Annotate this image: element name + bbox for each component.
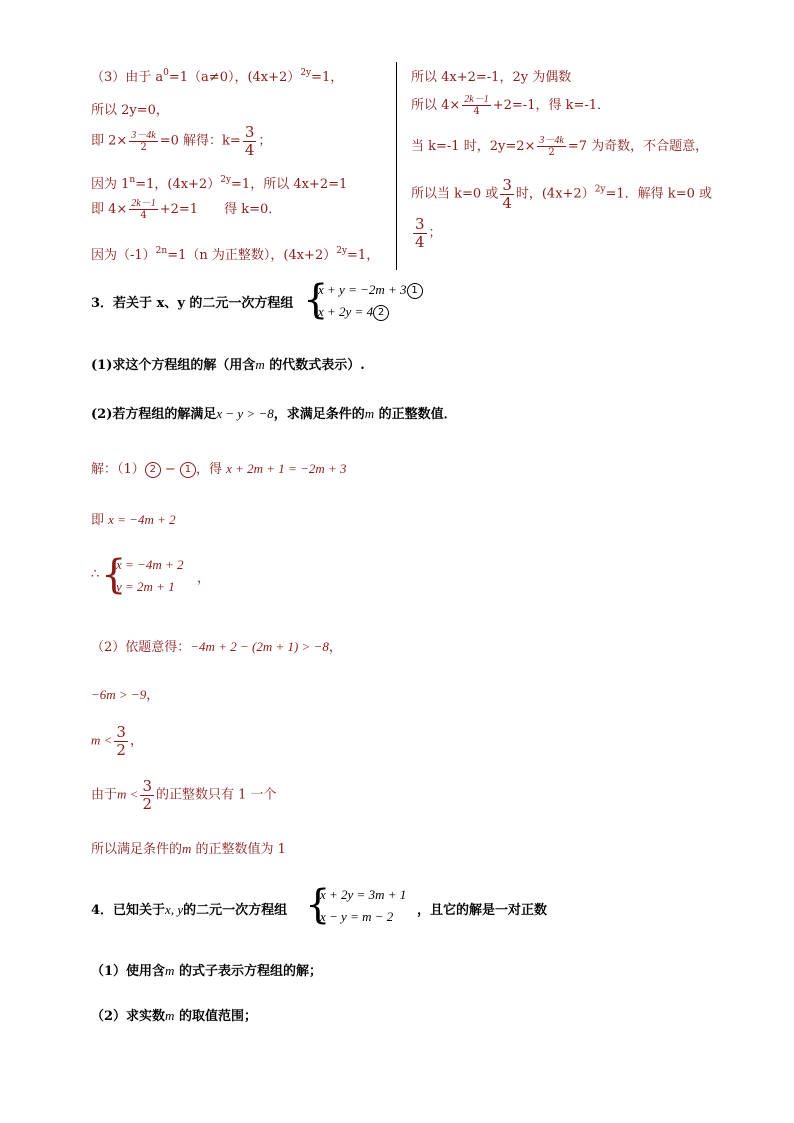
variables: x, y [165,902,184,917]
text: （2）依题意得： [91,640,191,655]
fraction: $\frac{3}{4}$ [415,215,425,251]
left-line-4 [91,173,347,192]
text: ，得 [195,462,227,477]
text: 解：（1） [91,462,145,477]
superscript: 2y [300,68,312,78]
text: 时，(4x+2） [515,186,595,202]
text: =1， [311,70,344,85]
equation: x + 2m + 1 = −2m + 3 [226,461,347,476]
left-line-5 [91,198,281,221]
variable: m [255,357,265,372]
right-line-1 [411,66,571,85]
text: 4．已知关于 [91,903,166,918]
text: =0 解得：k= [159,133,241,149]
text: 即 [91,513,109,528]
text: 的取值范围； [174,1009,257,1024]
variable: m [165,963,175,978]
equation-2: x + 2y = 4 2 [318,301,423,323]
text: （1）使用含 [91,964,166,979]
text: +2=1 得 k=0． [159,202,282,217]
fraction: $\frac{3}{2}$ [142,777,152,813]
text: (1)求这个方程组的解（用含 [91,358,256,373]
superscript: 2y [220,175,232,185]
q4-stem-end [417,899,547,918]
fraction: $\frac{3}{4}$ [244,123,255,159]
text: =1（a≠0），(4x+2） [168,70,301,85]
equation-y: y = 2m + 1 [116,579,175,594]
text: =1（n 为正整数），(4x+2） [167,248,337,263]
text: 所以满足条件的 [91,842,183,857]
q3-part2-solution-line-4 [91,778,277,812]
text: 的式子表示方程组的解； [174,964,322,979]
circled-number: 1 [407,283,423,299]
text: 的正整数只有 1 一个 [155,787,277,803]
text: 因为 1 [91,177,130,192]
q3-part1 [91,354,365,373]
q3-part2-solution-line-2: −6m > −9， [91,687,160,703]
comma: ， [197,571,211,586]
inequality: −6m > −9 [91,687,147,702]
therefore-symbol: ∴ [91,567,100,582]
left-line-2 [91,99,169,118]
q4-stem [91,899,287,918]
text: (2)若方程组的解满足 [91,407,217,422]
inequality: −4m + 2 − (2m + 1) > −8 [190,639,329,654]
text: 由于 [91,787,118,803]
equation: x = −4m + 2 [108,512,176,527]
text: （3）由于 a [91,70,164,85]
left-line-3 [91,124,271,158]
text: =1，所以 4x+2=1 [231,177,348,192]
text: 即 4× [91,202,128,217]
right-line-2 [411,94,610,117]
variable: m [182,841,192,856]
variable: m [364,406,375,421]
equation-1: x + 2y = 3m + 1 [320,887,407,902]
text: =1， [347,248,380,263]
text: 当 k=-1 时，2y=2× [411,139,536,154]
q3-solution-line-2 [91,509,176,528]
text: =7 为奇数，不合题意， [567,139,709,154]
column-divider [396,62,397,270]
text: 因为（-1） [91,248,156,263]
text: 所以 4x+2=-1，2y 为偶数 [411,70,572,85]
text: ，求满足条件的 [273,407,365,422]
q3-system [318,279,423,323]
right-line-4 [411,177,712,211]
text: （2）求实数 [91,1009,166,1024]
text: 所以 2y=0， [91,103,169,118]
q3-part2-solution-line-5 [91,838,286,857]
q3-part2 [91,403,457,422]
right-line-5 [411,216,442,250]
text: 的正整数值． [374,407,457,422]
text: =1．解得 k=0 或 [605,186,712,202]
left-brace: { [305,882,331,928]
text: 3．若关于 x、y 的二元一次方程组 [91,296,294,311]
q3-result-system [116,554,183,598]
text: 所以当 k=0 或 [411,186,499,202]
q3-stem [91,292,293,311]
fraction: $\frac{2k-1}{4}$ [131,198,156,221]
inequality: m < [91,732,113,748]
fraction: $\frac{2k-1}{4}$ [464,94,489,117]
text: ； [428,225,442,241]
left-brace: { [303,277,329,323]
fraction: $\frac{3-4k}{2}$ [539,135,564,158]
text: 即 2× [91,133,128,149]
q4-part1 [91,960,322,979]
fraction: $\frac{3-4k}{2}$ [131,129,156,153]
inequality: x − y > −8 [216,406,274,421]
equation-2: x − y = m − 2 [320,909,394,924]
left-line-1 [91,66,343,85]
superscript: n [129,175,136,185]
text: 的二元一次方程组 [183,903,288,918]
text: 所以 4× [411,98,461,113]
text: 的正整数值为 1 [191,842,286,857]
circled-number: 1 [180,462,196,478]
superscript: 0 [163,68,169,78]
q3-part2-solution-line-3: m < $\frac{3}{2}$ ， [91,723,143,759]
inequality: m < [117,786,139,802]
q4-part2 [91,1005,257,1024]
fraction: $\frac{3}{2}$ [116,723,126,759]
superscript: 2y [594,184,606,195]
left-brace: { [101,552,127,598]
q3-part2-solution-line-1: （2）依题意得：−4m + 2 − (2m + 1) > −8， [91,639,342,655]
q3-solution-line-1: 解：（1） 2 − 1 ，得 x + 2m + 1 = −2m + 3 [91,461,347,477]
left-line-6 [91,244,379,263]
superscript: 2n [155,246,168,256]
equation-1: x + y = −2m + 3 1 [318,279,423,301]
equation-x: x = −4m + 2 [116,557,184,572]
q4-system [320,884,406,928]
text: +2=-1，得 k=-1． [492,98,611,113]
superscript: 2y [336,246,348,256]
text: 的代数式表示）. [264,358,365,373]
text: =1，(4x+2） [135,177,221,192]
right-line-3 [411,135,708,158]
circled-number: 2 [145,462,161,478]
text: ，且它的解是一对正数 [417,903,548,918]
text: ； [258,133,272,149]
circled-number: 2 [373,305,389,321]
variable: m [165,1008,175,1023]
fraction: $\frac{3}{4}$ [502,176,512,212]
